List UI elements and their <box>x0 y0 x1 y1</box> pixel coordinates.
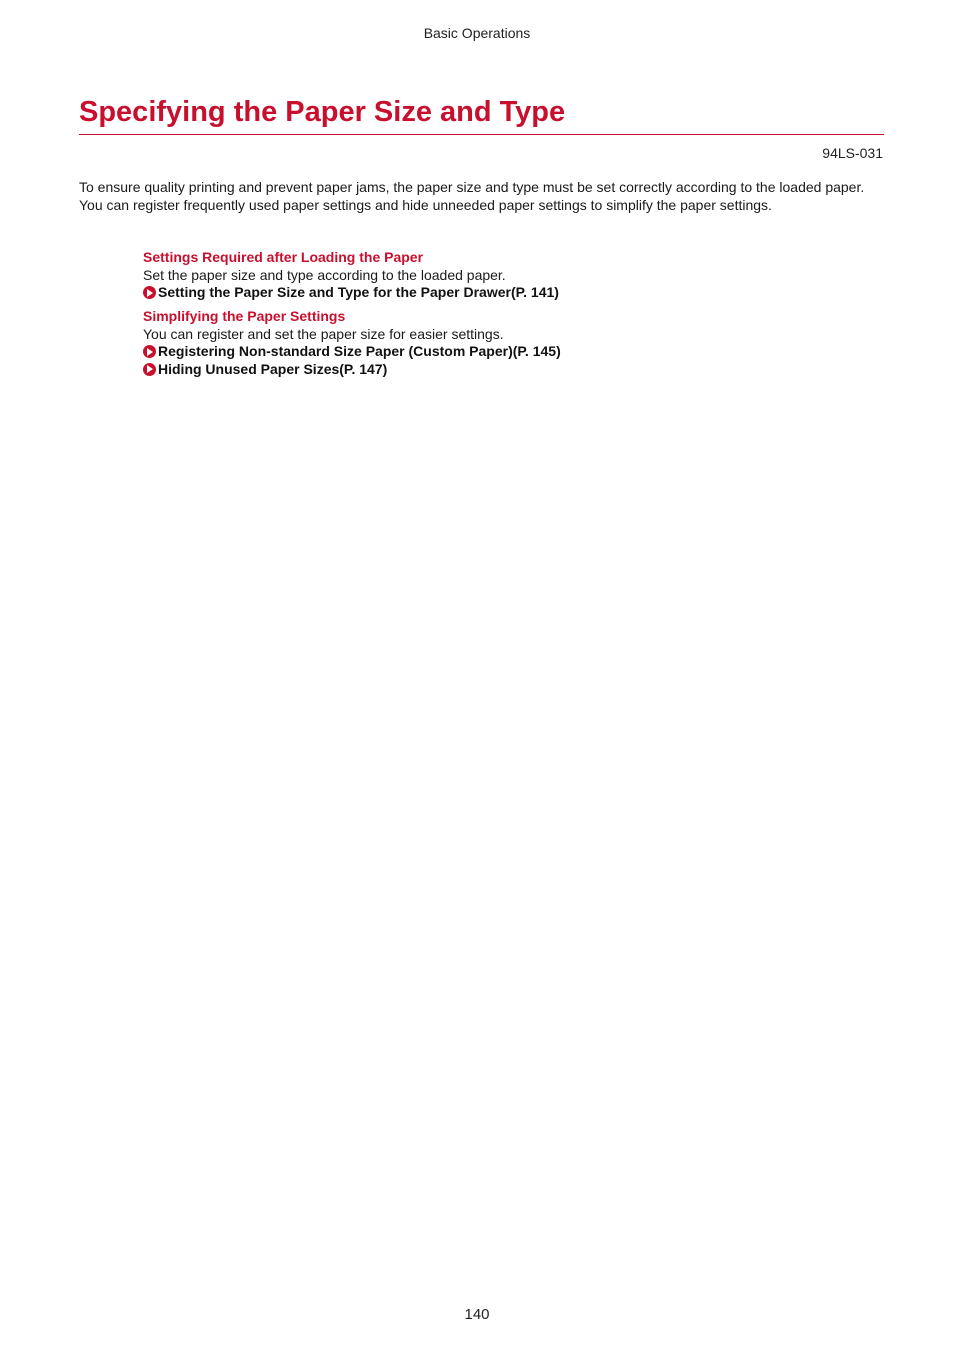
running-header: Basic Operations <box>423 25 531 41</box>
intro-text <box>79 179 869 214</box>
title-divider <box>79 134 884 135</box>
link-hiding-unused-sizes[interactable] <box>143 361 843 379</box>
section-heading: Simplifying the Paper Settings <box>143 308 346 324</box>
intro-paragraph: To ensure quality printing and prevent paper jams, the paper size and type must be set correctly according to the loaded paper. <box>79 179 865 195</box>
page-title: Specifying the Paper Size and Type <box>79 96 566 128</box>
page-number: 140 <box>464 1306 490 1323</box>
section-description: You can register and set the paper size for easier settings. <box>143 325 504 342</box>
link-label: Hiding Unused Paper Sizes(P. 147) <box>158 360 388 377</box>
circle-arrow-right-icon <box>143 286 156 299</box>
document-id: 94LS-031 <box>822 145 883 161</box>
section-heading: Settings Required after Loading the Paper <box>143 249 424 265</box>
section-simplifying-settings <box>143 308 843 378</box>
intro-paragraph: You can register frequently used paper settings and hide unneeded paper settings to simplify the paper settings. <box>79 196 772 213</box>
link-label: Setting the Paper Size and Type for the Paper Drawer(P. 141) <box>158 284 559 300</box>
circle-arrow-right-icon <box>143 345 156 358</box>
section-description: Set the paper size and type according to the loaded paper. <box>143 266 506 283</box>
section-settings-after-loading <box>143 249 843 302</box>
link-setting-paper-size-type[interactable] <box>143 284 843 302</box>
circle-arrow-right-icon <box>143 363 156 376</box>
link-registering-custom-paper[interactable] <box>143 343 843 361</box>
link-label: Registering Non-standard Size Paper (Custom Paper)(P. 145) <box>158 343 561 359</box>
